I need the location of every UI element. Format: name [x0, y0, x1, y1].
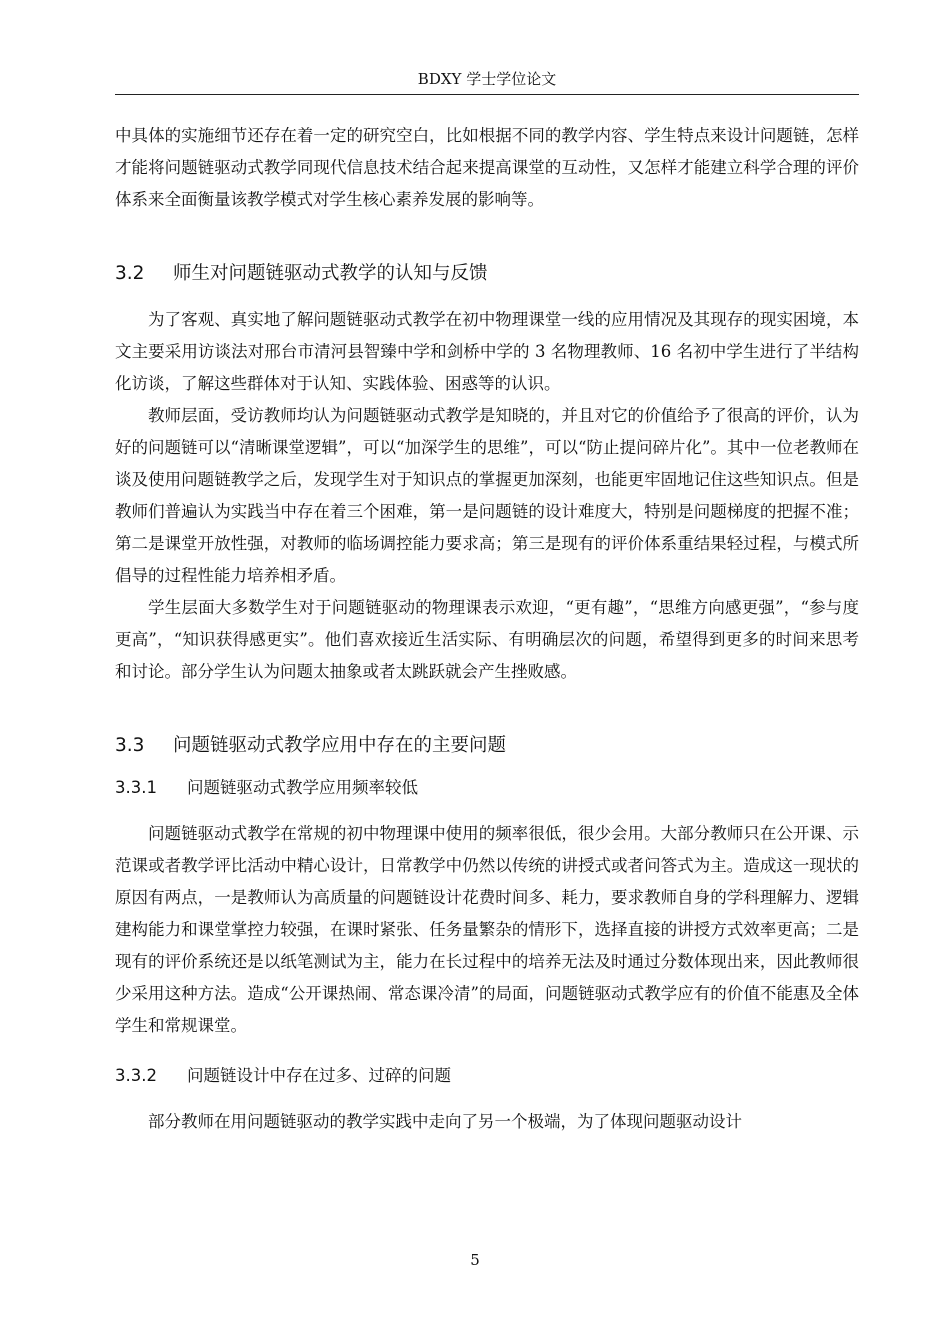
subsection-title: 问题链驱动式教学应用频率较低	[187, 778, 418, 797]
page-number: 5	[470, 1251, 480, 1269]
subsection-3-3-2-paragraph: 部分教师在用问题链驱动的教学实践中走向了另一个极端，为了体现问题驱动设计	[148, 1112, 742, 1131]
section-3-3-heading	[115, 730, 859, 762]
section-3-2-paragraph-1: 为了客观、真实地了解问题链驱动式教学在初中物理课堂一线的应用情况及其现存的现实困境，本文主要采用访谈法对邢台市清河县智臻中学和剑桥中学的 3 名物理教师、16 名初中学生进行了半结构化访谈，了解这些群体对于认知、实践体验、困惑等的认识。	[115, 310, 859, 393]
subsection-3-3-2-heading	[115, 1060, 859, 1092]
header-title: BDXY 学士学位论文	[417, 70, 557, 88]
section-title: 师生对问题链驱动式教学的认知与反馈	[173, 263, 488, 284]
section-number: 3.3	[115, 735, 145, 756]
section-3-2-paragraph-2: 教师层面，受访教师均认为问题链驱动式教学是知晓的，并且对它的价值给予了很高的评价，认为好的问题链可以“清晰课堂逻辑”，可以“加深学生的思维”，可以“防止提问碎片化”。其中一位老教师在谈及使用问题链教学之后，发现学生对于知识点的掌握更加深刻，也能更牢固地记住这些知识点。但是教师们普遍认为实践当中存在着三个困难，第一是问题链的设计难度大，特别是问题梯度的把握不准；第二是课堂开放性强，对教师的临场调控能力要求高；第三是现有的评价体系重结果轻过程，与模式所倡导的过程性能力培养相矛盾。	[115, 406, 859, 585]
continuation-paragraph: 中具体的实施细节还存在着一定的研究空白，比如根据不同的教学内容、学生特点来设计问题链，怎样才能将问题链驱动式教学同现代信息技术结合起来提高课堂的互动性，又怎样才能建立科学合理的评价体系来全面衡量该教学模式对学生核心素养发展的影响等。	[115, 126, 859, 209]
page-header	[115, 66, 859, 95]
subsection-number: 3.3.1	[115, 778, 157, 797]
section-number: 3.2	[115, 263, 145, 284]
section-3-2-paragraph-3: 学生层面大多数学生对于问题链驱动的物理课表示欢迎，“更有趣”，“思维方向感更强”，“参与度更高”，“知识获得感更实”。他们喜欢接近生活实际、有明确层次的问题，希望得到更多的时间来思考和讨论。部分学生认为问题太抽象或者太跳跃就会产生挫败感。	[115, 598, 859, 681]
section-3-2-heading	[115, 258, 859, 290]
subsection-title: 问题链设计中存在过多、过碎的问题	[187, 1066, 451, 1085]
subsection-3-3-1-paragraph: 问题链驱动式教学在常规的初中物理课中使用的频率很低，很少会用。大部分教师只在公开课、示范课或者教学评比活动中精心设计，日常教学中仍然以传统的讲授式或者问答式为主。造成这一现状的原因有两点，一是教师认为高质量的问题链设计花费时间多、耗力，要求教师自身的学科理解力、逻辑建构能力和课堂掌控力较强，在课时紧张、任务量繁杂的情形下，选择直接的讲授方式效率更高；二是现有的评价系统还是以纸笔测试为主，能力在长过程中的培养无法及时通过分数体现出来，因此教师很少采用这种方法。造成“公开课热闹、常态课冷清”的局面，问题链驱动式教学应有的价值不能惠及全体学生和常规课堂。	[115, 824, 859, 1035]
section-title: 问题链驱动式教学应用中存在的主要问题	[173, 735, 507, 756]
page-body	[115, 120, 859, 1138]
subsection-number: 3.3.2	[115, 1066, 157, 1085]
subsection-3-3-1-heading	[115, 772, 859, 804]
page-footer	[0, 1250, 950, 1270]
